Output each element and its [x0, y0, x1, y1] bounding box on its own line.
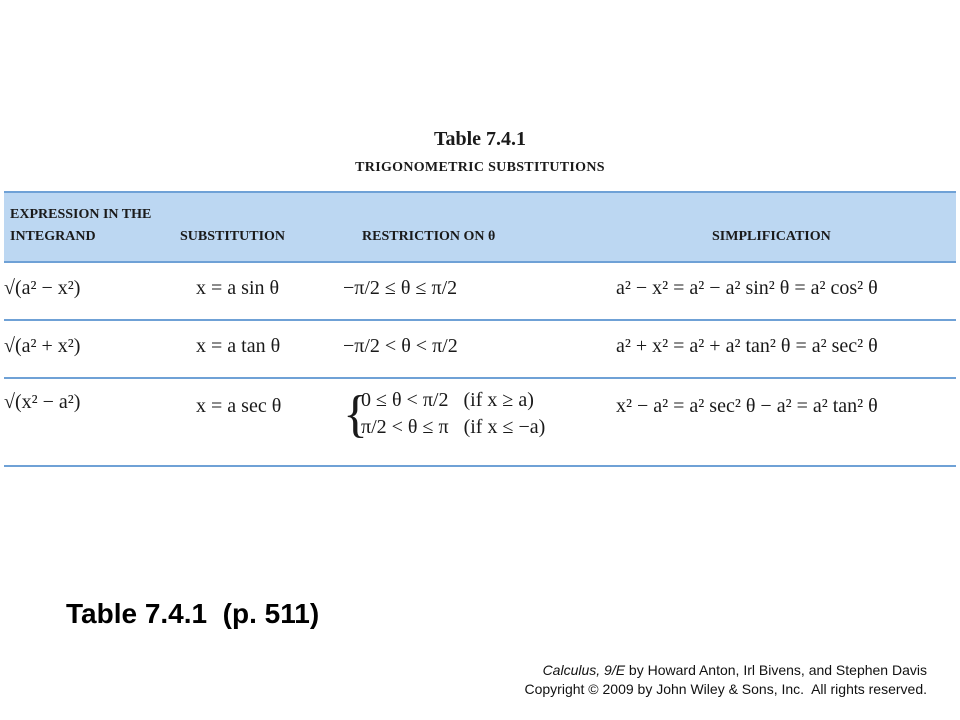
- restriction-cases: [361, 387, 545, 441]
- table-header: [4, 191, 956, 263]
- expression-cell: √(x² − a²): [4, 391, 81, 413]
- header-expression: EXPRESSION IN THE INTEGRAND: [10, 207, 152, 244]
- book-authors: by Howard Anton, Irl Bivens, and Stephen Davis: [625, 662, 927, 678]
- header-restriction: RESTRICTION ON θ: [362, 229, 496, 244]
- header-simplification: SIMPLIFICATION: [712, 229, 831, 244]
- copyright-credit: [525, 661, 928, 699]
- substitution-cell: x = a sin θ: [196, 277, 280, 299]
- table-title: Table 7.4.1: [433, 128, 527, 150]
- table-row: [4, 321, 956, 379]
- simplification-cell: a² + x² = a² + a² tan² θ = a² sec² θ: [616, 335, 878, 357]
- simplification-cell: x² − a² = a² sec² θ − a² = a² tan² θ: [616, 395, 878, 417]
- table-subtitle: TRIGONOMETRIC SUBSTITUTIONS: [355, 160, 605, 175]
- restriction-cell: −π/2 < θ < π/2: [343, 335, 458, 357]
- credit-line-1: [525, 661, 928, 680]
- table-row: [4, 379, 956, 467]
- header-substitution: SUBSTITUTION: [180, 229, 286, 244]
- credit-line-2: Copyright © 2009 by John Wiley & Sons, Inc. All rights reserved.: [524, 681, 927, 697]
- simplification-cell: a² − x² = a² − a² sin² θ = a² cos² θ: [616, 277, 878, 299]
- expression-cell: √(a² − x²): [4, 277, 81, 299]
- table-row: [4, 263, 956, 321]
- slide-caption: Table 7.4.1 (p. 511): [66, 598, 320, 629]
- expression-cell: √(a² + x²): [4, 335, 81, 357]
- trig-substitution-table: [4, 191, 956, 467]
- substitution-cell: x = a sec θ: [196, 395, 282, 417]
- left-brace: {: [343, 386, 368, 443]
- restriction-case-2: π/2 < θ ≤ π (if x ≤ −a): [361, 416, 546, 438]
- restriction-case-1: 0 ≤ θ < π/2 (if x ≥ a): [361, 389, 534, 411]
- restriction-cell: −π/2 ≤ θ ≤ π/2: [343, 277, 458, 299]
- substitution-cell: x = a tan θ: [196, 335, 281, 357]
- book-title: Calculus, 9/E: [542, 662, 626, 678]
